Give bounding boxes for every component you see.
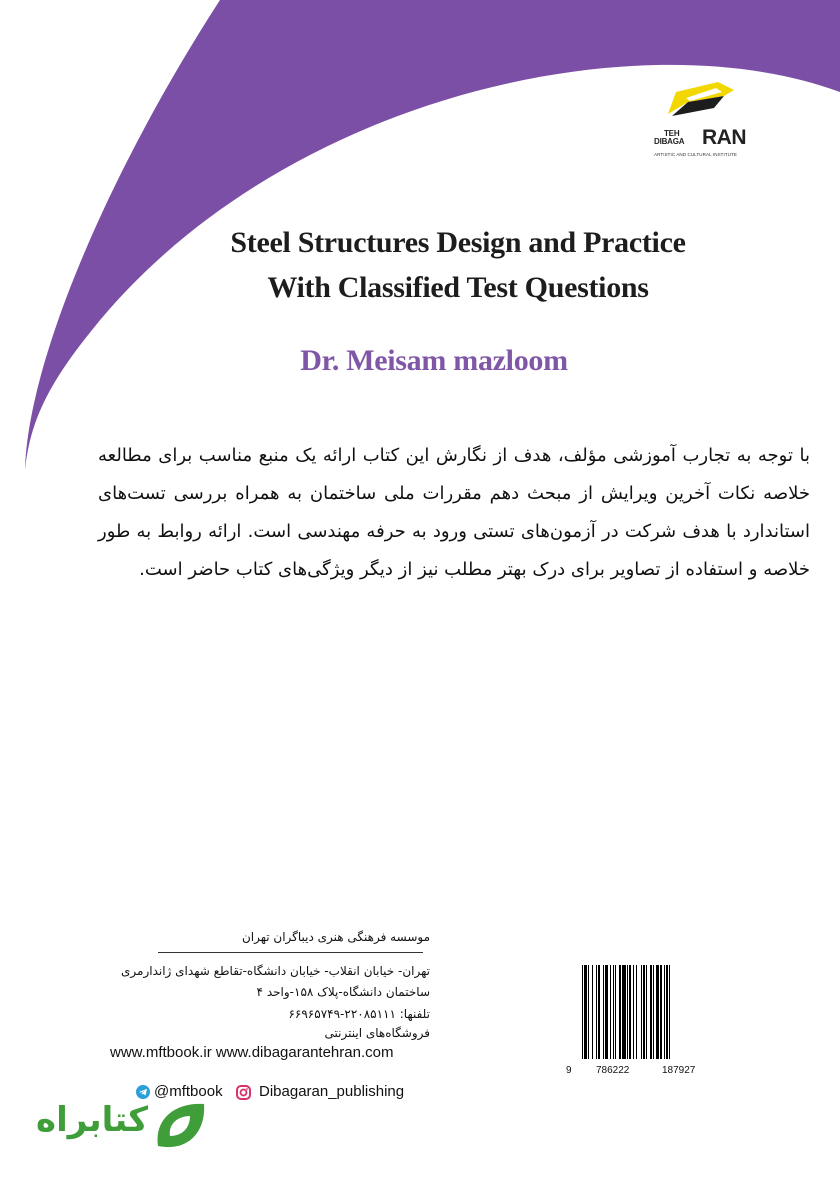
- instagram-handle[interactable]: Dibagaran_publishing: [259, 1083, 405, 1100]
- barcode-bar: [653, 965, 654, 1059]
- isbn-barcode: [566, 963, 726, 1083]
- barcode-bar: [588, 965, 589, 1059]
- book-title-line-1: Steel Structures Design and Practice: [230, 226, 686, 259]
- barcode-bar: [584, 965, 586, 1059]
- address-line-2: ساختمان دانشگاه-پلاک ۱۵۸-واحد ۴: [256, 985, 430, 999]
- barcode-bar: [596, 965, 597, 1059]
- barcode-bar: [627, 965, 628, 1059]
- address-line-1: تهران- خیابان انقلاب- خیابان دانشگاه-تقاطع شهدای ژاندارمری: [121, 964, 430, 978]
- barcode-bar: [629, 965, 631, 1059]
- barcode-bar: [622, 965, 625, 1059]
- barcode-bar: [650, 965, 652, 1059]
- barcode-bar: [660, 965, 662, 1059]
- instagram-icon: [236, 1085, 251, 1100]
- barcode-bar: [646, 965, 647, 1059]
- book-title-line-2: With Classified Test Questions: [267, 271, 649, 304]
- barcode-bar: [598, 965, 600, 1059]
- book-description: با توجه به تجارب آموزشی مؤلف، هدف از نگارش این کتاب ارائه یک منبع مناسب برای مطالعه خلاصه نکات آخرین ویرایش از مبحث دهم مقررات ملی ساختمان به همراه بررسی تست‌های استاندارد با هدف شرکت در آزمون‌های تستی ورود به حرفه مهندسی است. ارائه روابط به طور خلاصه و استفاده از تصاویر برای درک بهتر مطلب نیز از دیگر ویژگی‌های کتاب حاضر است.: [98, 445, 810, 580]
- publisher-divider: [158, 952, 423, 953]
- barcode-group-2: 187927: [662, 1065, 696, 1076]
- logo-dibaga: DIBAGA: [654, 137, 685, 146]
- pen-nib-icon: [666, 74, 738, 122]
- barcode-bar: [669, 965, 670, 1059]
- barcode-group-1: 786222: [596, 1065, 630, 1076]
- logo-tagline: ARTISTIC AND CULTURAL INSTITUTE: [654, 152, 738, 157]
- barcode-bar: [619, 965, 621, 1059]
- ketabrah-watermark: [36, 1096, 212, 1162]
- online-stores-label: فروشگاه‌های اینترنتی: [324, 1026, 430, 1040]
- barcode-bar: [656, 965, 659, 1059]
- barcode-bar: [582, 965, 583, 1059]
- logo-teh: TEH: [664, 129, 680, 138]
- publisher-name: موسسه فرهنگی هنری دیباگران تهران: [241, 930, 430, 944]
- barcode-bar: [664, 965, 665, 1059]
- website-links[interactable]: www.mftbook.ir www.dibagarantehran.com: [110, 1044, 394, 1061]
- author-name: Dr. Meisam mazloom: [300, 344, 568, 377]
- telegram-handle[interactable]: @mftbook: [154, 1083, 223, 1100]
- barcode-bar: [666, 965, 668, 1059]
- publisher-logo: [652, 74, 752, 164]
- barcode-bar: [605, 965, 608, 1059]
- barcode-bar: [643, 965, 645, 1059]
- book-title: [198, 220, 718, 310]
- watermark-text: کتابراه: [36, 1100, 149, 1140]
- phone-numbers: تلفنها: ۲۲۰۸۵۱۱۱-۶۶۹۶۵۷۴۹: [288, 1007, 430, 1021]
- barcode-bar: [610, 965, 611, 1059]
- barcode-bar: [603, 965, 604, 1059]
- barcode-bar: [613, 965, 614, 1059]
- barcode-digit-lead: 9: [566, 1065, 572, 1076]
- barcode-bar: [615, 965, 616, 1059]
- barcode-bar: [636, 965, 637, 1059]
- barcode-bar: [633, 965, 634, 1059]
- logo-wordmark: [654, 126, 750, 157]
- barcode-bar: [592, 965, 593, 1059]
- logo-ran: RAN: [702, 126, 746, 149]
- barcode-bars: [582, 965, 708, 1063]
- leaf-icon: [148, 1096, 212, 1160]
- barcode-bar: [641, 965, 642, 1059]
